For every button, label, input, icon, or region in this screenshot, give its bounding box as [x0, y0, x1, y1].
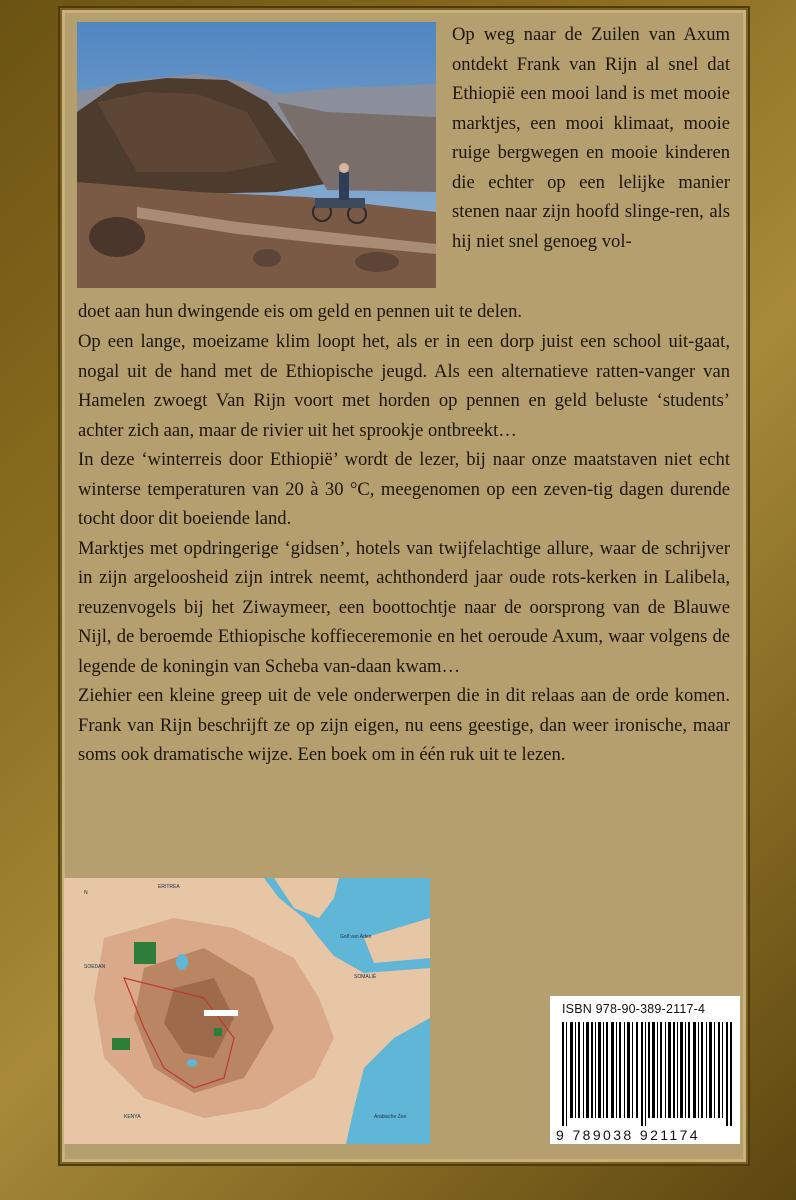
isbn-label: ISBN 978-90-389-2117-4 [562, 1002, 706, 1016]
blurb-paragraph-4: Ziehier een kleine greep uit de vele onderwerpen die in dit relaas aan de orde komen. Frank van Rijn beschrijft ze op zijn eigen, nu eens geestige, dan weer ironische, maar soms ook dramatische wijze. Een boek om in één ruk uit te lezen. [78, 685, 730, 765]
barcode-digits: 9 789038 921174 [556, 1127, 700, 1143]
svg-text:SOMALIË: SOMALIË [354, 974, 377, 980]
blurb-paragraph-3: Marktjes met opdringerige ‘gidsen’, hotels van twijfelachtige allure, waar de schrijver in zijn argeloosheid zijn intrek neemt, achthonderd jaar oude rots-kerken in Lalibela, reuzenvogels bij het Ziwaymeer, een boottochtje naar de oorsprong van de Blauwe Nijl, de beroemde Ethiopische koffieceremonie en het oeroude Axum, waar volgens de legende de koningin van Scheba van-daan kwam… [78, 537, 730, 677]
barcode-bars [562, 1022, 734, 1126]
ethiopia-route-map [64, 878, 430, 1144]
intro-paragraph-end: doet aan hun dwingende eis om geld en pennen uit te delen. [78, 301, 523, 322]
cyclist-mountain-photo [77, 22, 436, 288]
svg-text:Arabische Zee: Arabische Zee [374, 1114, 407, 1120]
blurb-body [78, 327, 730, 770]
intro-continued [78, 297, 730, 327]
svg-text:SOEDAN: SOEDAN [84, 964, 106, 970]
blurb-paragraph-1: Op een lange, moeizame klim loopt het, als er in een dorp juist een school uit-gaat, nogal uit de hand met de Ethiopische jeugd. Als een alternatieve ratten-vanger van Hamelen zwoegt Van Rijn voort met horden op pennen en geld beluste ‘students’ achter zich aan, maar de rivier uit het sprookje ontbreekt… [78, 331, 730, 441]
intro-paragraph: Op weg naar de Zuilen van Axum ontdekt Frank van Rijn al snel dat Ethiopië een mooi land is met mooie marktjes, een mooi klimaat, mooie ruige bergwegen en mooie kinderen die echter op een lelijke manier stenen naar zijn hoofd slinge-ren, als hij niet snel genoeg vol- [452, 24, 730, 252]
svg-text:N: N [84, 890, 88, 896]
blurb-paragraph-2: In deze ‘winterreis door Ethiopië’ wordt de lezer, bij naar onze maatstaven niet echt winterse temperaturen van 20 à 30 °C, meegenomen op een zeven-tig dagen durende tocht door dit boeiende land. [78, 449, 730, 529]
intro-text [452, 20, 730, 256]
svg-text:KENYA: KENYA [124, 1114, 141, 1120]
svg-text:ERITREA: ERITREA [158, 884, 180, 890]
svg-text:Golf van Aden: Golf van Aden [340, 934, 372, 940]
